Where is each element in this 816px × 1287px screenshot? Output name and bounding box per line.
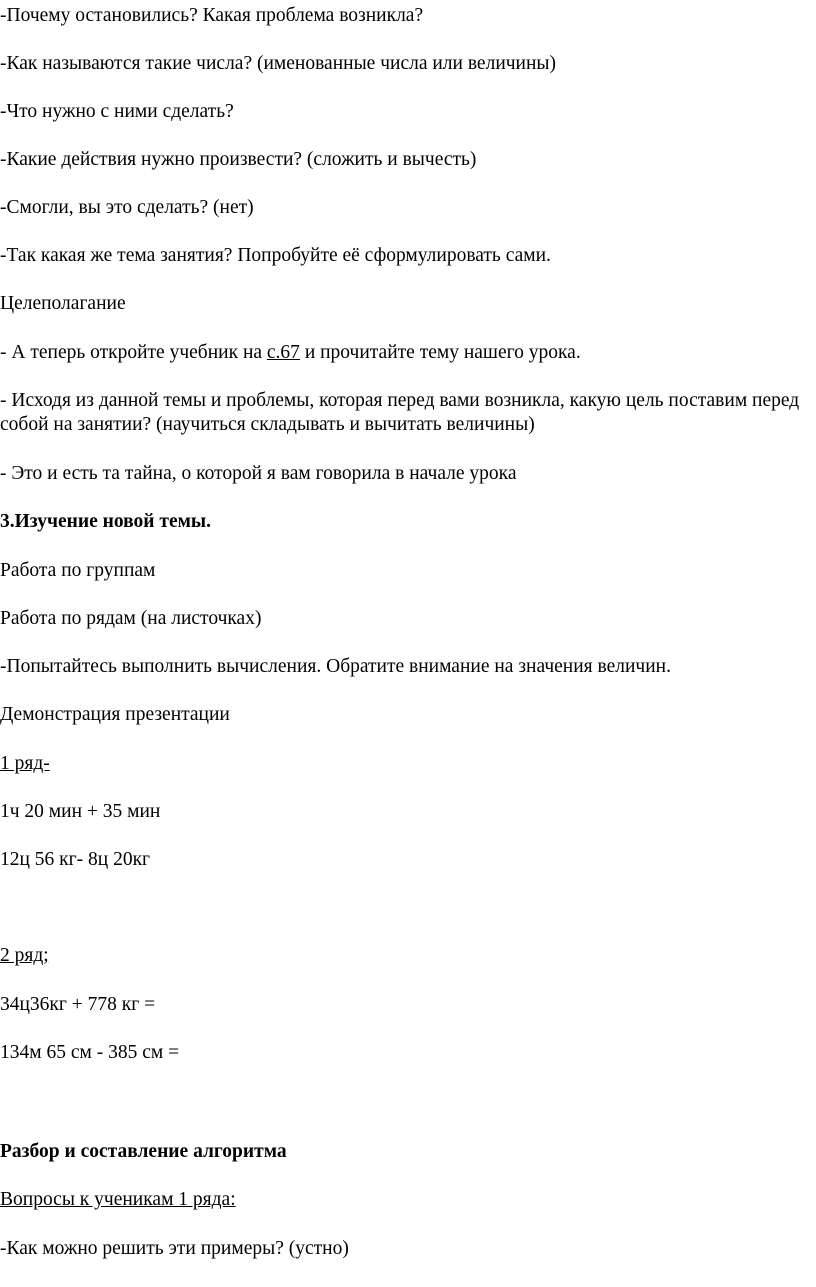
- textbook-page-reference: с.67: [266, 342, 300, 363]
- row1-label: 1 ряд-: [0, 753, 50, 774]
- goal-setting-label: Целеполагание: [0, 293, 126, 314]
- secret-line: - Это и есть та тайна, о которой я вам говорила в начале урока: [0, 463, 517, 484]
- row2-example-1: 34ц36кг + 778 кг =: [0, 994, 156, 1015]
- goal-question: - Исходя из данной темы и проблемы, которая перед вами возникла, какую цель поставим перед собой на занятии? (научиться складывать и вычитать величины): [0, 390, 800, 435]
- row1-example-1: 1ч 20 мин + 35 мин: [0, 801, 161, 822]
- presentation-demo: Демонстрация презентации: [0, 704, 230, 725]
- row2-example-2: 134м 65 см - 385 см =: [0, 1042, 180, 1063]
- row2-label: 2 ряд;: [0, 945, 49, 966]
- textbook-instruction-end: и прочитайте тему нашего урока.: [299, 342, 581, 363]
- textbook-instruction-start: - А теперь откройте учебник на: [0, 342, 267, 363]
- work-groups: Работа по группам: [0, 560, 156, 581]
- textbook-instruction: [0, 341, 581, 365]
- row1-example-2: 12ц 56 кг- 8ц 20кг: [0, 849, 151, 870]
- question-numbers-name: -Как называются такие числа? (именованные числа или величины): [0, 53, 557, 74]
- algorithm-heading: Разбор и составление алгоритма: [0, 1141, 287, 1162]
- calculation-instruction: -Попытайтесь выполнить вычисления. Обратите внимание на значения величин.: [0, 656, 671, 677]
- question-actions: -Какие действия нужно произвести? (сложить и вычесть): [0, 149, 477, 170]
- questions-heading: Вопросы к ученикам 1 ряда:: [0, 1189, 236, 1210]
- question-lesson-topic: -Так какая же тема занятия? Попробуйте её сформулировать сами.: [0, 245, 551, 266]
- question-why-stopped: -Почему остановились? Какая проблема возникла?: [0, 5, 424, 26]
- question-could-you: -Смогли, вы это сделать? (нет): [0, 197, 254, 218]
- work-rows: Работа по рядам (на листочках): [0, 608, 262, 629]
- question-what-to-do: -Что нужно с ними сделать?: [0, 101, 234, 122]
- section-heading: 3.Изучение новой темы.: [0, 511, 211, 532]
- last-question: -Как можно решить эти примеры? (устно): [0, 1238, 349, 1259]
